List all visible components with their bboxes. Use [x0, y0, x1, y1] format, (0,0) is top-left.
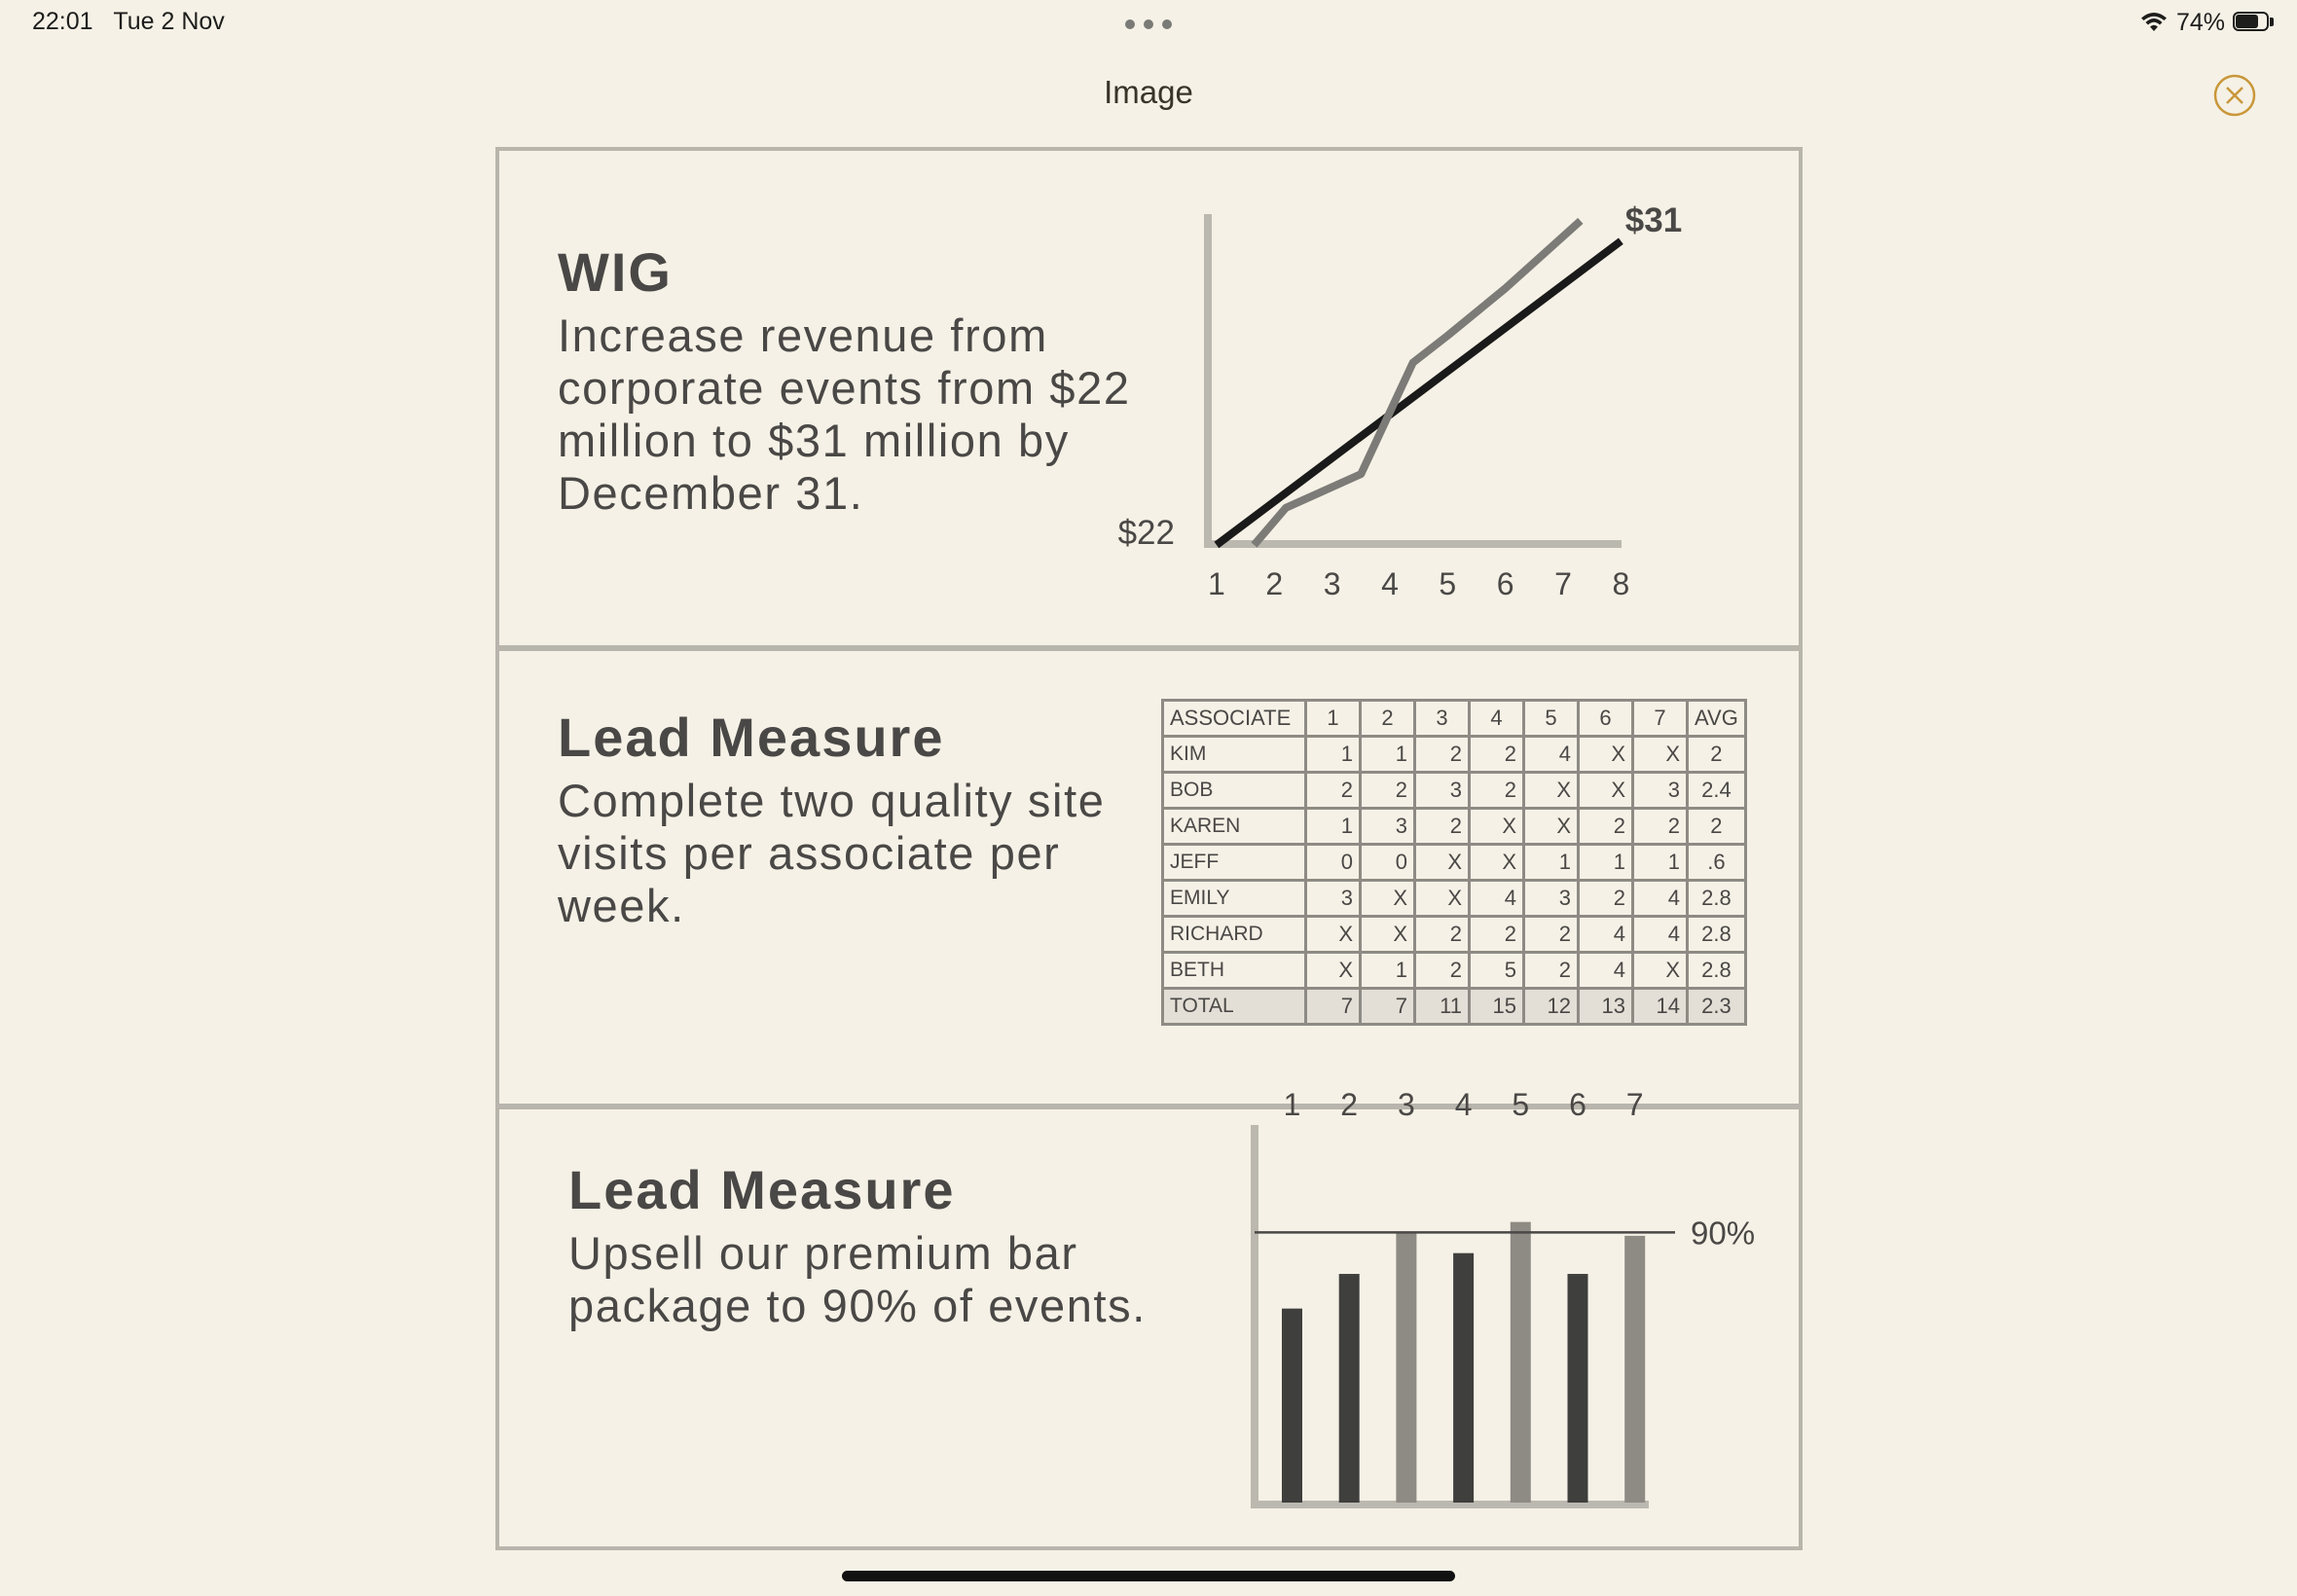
- table-cell: 0: [1306, 845, 1361, 881]
- wifi-icon: [2139, 11, 2169, 34]
- wig-title: WIG: [558, 241, 673, 303]
- bar-7: [1624, 1236, 1645, 1503]
- table-cell: 2: [1415, 917, 1470, 953]
- associate-name-cell: JEFF: [1163, 845, 1306, 881]
- table-cell: 2.3: [1688, 989, 1746, 1025]
- x-tick-label: 3: [1323, 566, 1341, 601]
- table-cell: 1: [1361, 953, 1415, 989]
- x-tick-label: 7: [1554, 566, 1572, 601]
- x-tick-label: 6: [1569, 1087, 1586, 1122]
- table-cell: 3: [1415, 773, 1470, 809]
- lead-measure-upsell-panel: [495, 1087, 1803, 1550]
- table-cell: X: [1579, 773, 1633, 809]
- bar-6: [1568, 1274, 1588, 1503]
- table-row: [1163, 917, 1746, 953]
- associate-name-cell: RICHARD: [1163, 917, 1306, 953]
- table-cell: 2: [1361, 773, 1415, 809]
- end-value-label: $31: [1624, 201, 1683, 239]
- table-cell: X: [1470, 809, 1524, 845]
- table-row: [1163, 953, 1746, 989]
- status-date: Tue 2 Nov: [113, 8, 225, 35]
- status-bar: [0, 0, 2297, 47]
- target-label: 90%: [1691, 1215, 1756, 1251]
- table-cell: X: [1306, 917, 1361, 953]
- x-tick-label: 3: [1398, 1087, 1415, 1122]
- site-visits-table: [1161, 699, 1747, 1026]
- table-cell: 1: [1579, 845, 1633, 881]
- table-cell: 1: [1306, 737, 1361, 773]
- table-cell: 2: [1579, 881, 1633, 917]
- column-header: ASSOCIATE: [1163, 701, 1306, 737]
- table-cell: 4: [1633, 917, 1688, 953]
- lead-measure-upsell-title: Lead Measure: [568, 1159, 956, 1220]
- x-tick-label: 1: [1283, 1087, 1301, 1122]
- x-tick-label: 4: [1454, 1087, 1473, 1122]
- associate-name-cell: EMILY: [1163, 881, 1306, 917]
- table-cell: 0: [1361, 845, 1415, 881]
- table-cell: X: [1470, 845, 1524, 881]
- upsell-bar-chart: [1200, 1087, 1756, 1536]
- table-cell: X: [1633, 737, 1688, 773]
- table-cell: X: [1361, 881, 1415, 917]
- table-cell: X: [1524, 773, 1579, 809]
- table-header-row: [1163, 701, 1746, 737]
- x-tick-label: 5: [1439, 566, 1457, 601]
- table-cell: 2: [1470, 737, 1524, 773]
- status-time: [32, 8, 225, 36]
- column-header: 3: [1415, 701, 1470, 737]
- bar-2: [1339, 1274, 1360, 1503]
- table-cell: X: [1579, 737, 1633, 773]
- x-tick-label: 1: [1208, 566, 1225, 601]
- x-tick-label: 2: [1340, 1087, 1359, 1122]
- table-cell: 2: [1579, 809, 1633, 845]
- table-cell: 3: [1306, 881, 1361, 917]
- associate-name-cell: TOTAL: [1163, 989, 1306, 1025]
- table-cell: 2.8: [1688, 953, 1746, 989]
- table-cell: X: [1415, 881, 1470, 917]
- target-line: [1217, 241, 1621, 545]
- bar-1: [1282, 1309, 1302, 1503]
- table-cell: 2: [1470, 773, 1524, 809]
- table-cell: 4: [1524, 737, 1579, 773]
- table-cell: X: [1361, 917, 1415, 953]
- table-cell: 1: [1361, 737, 1415, 773]
- table-cell: 2: [1306, 773, 1361, 809]
- bar-3: [1396, 1232, 1416, 1503]
- table-cell: X: [1633, 953, 1688, 989]
- column-header: 7: [1633, 701, 1688, 737]
- actual-line: [1254, 221, 1580, 545]
- table-cell: 5: [1470, 953, 1524, 989]
- table-cell: 2: [1415, 953, 1470, 989]
- table-cell: 7: [1361, 989, 1415, 1025]
- table-cell: 2.8: [1688, 917, 1746, 953]
- table-cell: 4: [1633, 881, 1688, 917]
- column-header: 4: [1470, 701, 1524, 737]
- bar-5: [1511, 1222, 1531, 1503]
- table-cell: X: [1306, 953, 1361, 989]
- page-title: Image: [1104, 74, 1193, 110]
- wig-line-chart: [1103, 151, 1804, 608]
- x-tick-label: 4: [1381, 566, 1399, 601]
- table-total-row: [1163, 989, 1746, 1025]
- close-icon[interactable]: [2213, 74, 2256, 117]
- bar-4: [1453, 1253, 1474, 1503]
- associate-name-cell: KAREN: [1163, 809, 1306, 845]
- column-header: AVG: [1688, 701, 1746, 737]
- x-tick-label: 7: [1625, 1087, 1644, 1122]
- table-row: [1163, 737, 1746, 773]
- column-header: 6: [1579, 701, 1633, 737]
- table-cell: X: [1415, 845, 1470, 881]
- x-tick-label: 6: [1496, 566, 1514, 601]
- status-clock: 22:01: [32, 8, 93, 35]
- table-row: [1163, 809, 1746, 845]
- table-cell: 3: [1633, 773, 1688, 809]
- lead-measure-upsell-text: Upsell our premium bar package to 90% of events.: [568, 1227, 1147, 1331]
- battery-percent: 74%: [2175, 8, 2225, 36]
- table-cell: 2: [1688, 737, 1746, 773]
- status-indicators: [2139, 8, 2276, 37]
- column-header: 2: [1361, 701, 1415, 737]
- table-cell: 2.8: [1688, 881, 1746, 917]
- table-cell: 2: [1524, 917, 1579, 953]
- table-row: [1163, 845, 1746, 881]
- table-cell: 1: [1524, 845, 1579, 881]
- table-row: [1163, 773, 1746, 809]
- lead-measure-visits-text: Complete two quality site visits per associate per week.: [558, 775, 1106, 931]
- table-cell: 14: [1633, 989, 1688, 1025]
- home-indicator[interactable]: [842, 1571, 1455, 1581]
- table-cell: 4: [1579, 953, 1633, 989]
- x-tick-label: 8: [1612, 566, 1630, 601]
- table-cell: 2.4: [1688, 773, 1746, 809]
- multitasking-dots-icon[interactable]: [1125, 19, 1172, 31]
- table-cell: 2: [1415, 809, 1470, 845]
- table-cell: 4: [1470, 881, 1524, 917]
- wig-panel: [495, 147, 1803, 651]
- x-tick-label: 2: [1265, 566, 1284, 601]
- table-cell: 7: [1306, 989, 1361, 1025]
- table-cell: 15: [1470, 989, 1524, 1025]
- table-cell: 3: [1524, 881, 1579, 917]
- battery-icon: [2233, 12, 2276, 33]
- column-header: 1: [1306, 701, 1361, 737]
- table-cell: 4: [1579, 917, 1633, 953]
- table-cell: 1: [1306, 809, 1361, 845]
- start-value-label: $22: [1117, 514, 1175, 552]
- table-cell: .6: [1688, 845, 1746, 881]
- column-header: 5: [1524, 701, 1579, 737]
- table-cell: 12: [1524, 989, 1579, 1025]
- associate-name-cell: BOB: [1163, 773, 1306, 809]
- lead-measure-visits-title: Lead Measure: [558, 707, 945, 768]
- image-figure: [495, 147, 1803, 1550]
- table-cell: 1: [1633, 845, 1688, 881]
- lead-measure-visits-panel: [495, 645, 1803, 1109]
- wig-text: Increase revenue from corporate events from $22 million to $31 million by December 31.: [558, 309, 1131, 519]
- table-cell: X: [1524, 809, 1579, 845]
- table-cell: 3: [1361, 809, 1415, 845]
- table-cell: 13: [1579, 989, 1633, 1025]
- table-cell: 2: [1470, 917, 1524, 953]
- table-cell: 11: [1415, 989, 1470, 1025]
- x-tick-label: 5: [1512, 1087, 1530, 1122]
- table-cell: 2: [1415, 737, 1470, 773]
- associate-name-cell: BETH: [1163, 953, 1306, 989]
- table-cell: 2: [1633, 809, 1688, 845]
- table-row: [1163, 881, 1746, 917]
- table-cell: 2: [1688, 809, 1746, 845]
- table-cell: 2: [1524, 953, 1579, 989]
- associate-name-cell: KIM: [1163, 737, 1306, 773]
